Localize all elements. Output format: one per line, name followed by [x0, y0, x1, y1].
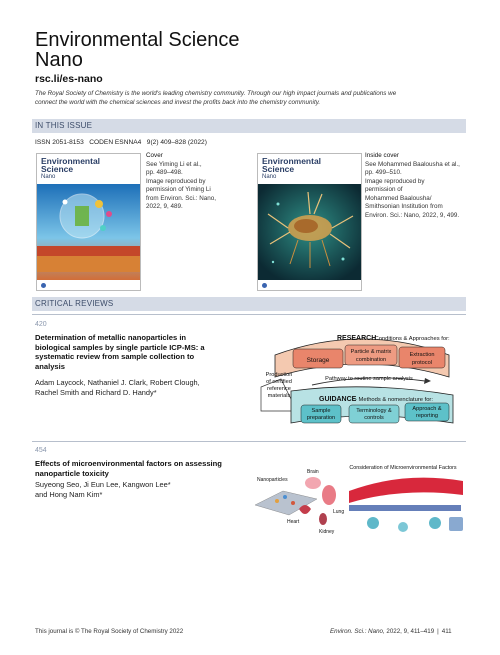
membrane-band — [349, 505, 461, 511]
review-graphical-abstract — [253, 461, 469, 541]
sample-label-2: preparation — [306, 415, 336, 421]
article-title[interactable]: Determination of metallic nanoparticles in biological samples by single particle ICP-MS: a systematic review from sample collection to analysis — [35, 333, 205, 371]
storage-label: Storage — [306, 357, 330, 364]
publisher-tagline: The Royal Society of Chemistry is the world's leading chemistry community. Through our high impact journals and publications we connect the world with the chemical sciences and invest the profits back into the chemistry community. — [35, 90, 397, 106]
article-authors: Adam Laycock, Nathaniel J. Clark, Robert Clough, Rachel Smith and Richard D. Handy* — [35, 378, 200, 397]
particle-label-2: combination — [355, 357, 387, 363]
particle-label-1: Particle & matrix — [350, 349, 392, 355]
sample-label-1: Sample — [311, 408, 331, 414]
terminology-label-1: Terminology & — [356, 408, 392, 414]
lung-label: Lung — [333, 509, 345, 515]
research-sub: - Conditions & Approaches for: — [371, 336, 450, 342]
production-label-2: of certified — [266, 379, 292, 385]
critical-reviews-bar: CRITICAL REVIEWS — [32, 297, 466, 311]
journal-url[interactable]: rsc.li/es-nano — [35, 73, 103, 85]
page-number: 411 — [441, 628, 452, 635]
extraction-label-1: Extraction — [409, 352, 435, 358]
inside-cover-caption: Inside cover See Mohammed Baalousha et al., pp. 499–510. Image reproduced by permission of Mohammed Baalousha/ Smithsonian Institution from Environ. Sci.: Nano, 2022, 9, 499. — [365, 152, 460, 219]
guidance-label: GUIDANCE — [319, 396, 357, 403]
article-authors: Suyeong Seo, Ji Eun Lee, Kangwon Lee* and Hong Nam Kim* — [35, 480, 171, 499]
factors-header: Consideration of Microenvironmental Factors — [349, 465, 457, 471]
rsc-logo-icon — [41, 283, 46, 288]
front-cover-image[interactable] — [36, 153, 141, 291]
cover-artwork — [37, 184, 141, 282]
terminology-label-2: controls — [364, 415, 384, 421]
rsc-logo-icon — [262, 283, 267, 288]
review-graphical-abstract — [257, 325, 467, 435]
nanoparticles-label: Nanoparticles — [257, 477, 288, 483]
journal-title: Environmental Science Nano — [35, 29, 240, 71]
cover-caption: Cover See Yiming Li et al., pp. 489–498. Image reproduced by permission of Yiming Li from Environ. Sci.: Nano, 2022, 9, 489. — [146, 152, 216, 210]
production-label-4: materials — [267, 393, 291, 399]
approach-label-1: Approach & — [412, 406, 442, 412]
cover-artwork — [258, 184, 362, 282]
arrowhead-icon — [424, 378, 431, 384]
footer-citation: Environ. Sci.: Nano, 2022, 9, 411–419 | 411 — [330, 628, 452, 635]
research-label: RESEARCH — [337, 335, 377, 342]
kidney-label: Kidney — [319, 529, 335, 535]
pathway-label: Pathway to routine sample analysis — [325, 376, 413, 382]
cover-journal-name: Environmental Science Nano — [41, 156, 101, 180]
divider — [32, 314, 466, 315]
brain-label: Brain — [307, 469, 319, 475]
article-page-number: 420 — [35, 321, 47, 328]
approach-label-2: reporting — [415, 413, 439, 419]
particle-cluster — [449, 517, 463, 531]
divider — [32, 441, 466, 442]
production-label-1: Production — [265, 372, 293, 378]
brain-icon — [305, 477, 321, 489]
production-label-3: reference — [267, 386, 291, 392]
cell-icon — [429, 517, 441, 529]
article-page-number: 454 — [35, 447, 47, 454]
guidance-sub: - Methods & nomenclature for: — [355, 397, 433, 403]
inside-cover-image[interactable] — [257, 153, 362, 291]
kidney-icon — [319, 513, 327, 525]
issn-line: ISSN 2051-8153 CODEN ESNNA4 9(2) 409–828 (2022) — [35, 139, 207, 146]
cell-icon — [398, 522, 408, 532]
extraction-label-2: protocol — [412, 360, 432, 366]
footer-copyright: This journal is © The Royal Society of Chemistry 2022 — [35, 628, 184, 635]
lung-icon — [322, 485, 336, 505]
cell-icon — [367, 517, 379, 529]
article-title[interactable]: Effects of microenvironmental factors on assessing nanoparticle toxicity — [35, 459, 222, 478]
cover-journal-name: Environmental Science Nano — [262, 156, 322, 180]
in-this-issue-bar: IN THIS ISSUE — [32, 119, 466, 133]
heart-label: Heart — [287, 519, 300, 525]
